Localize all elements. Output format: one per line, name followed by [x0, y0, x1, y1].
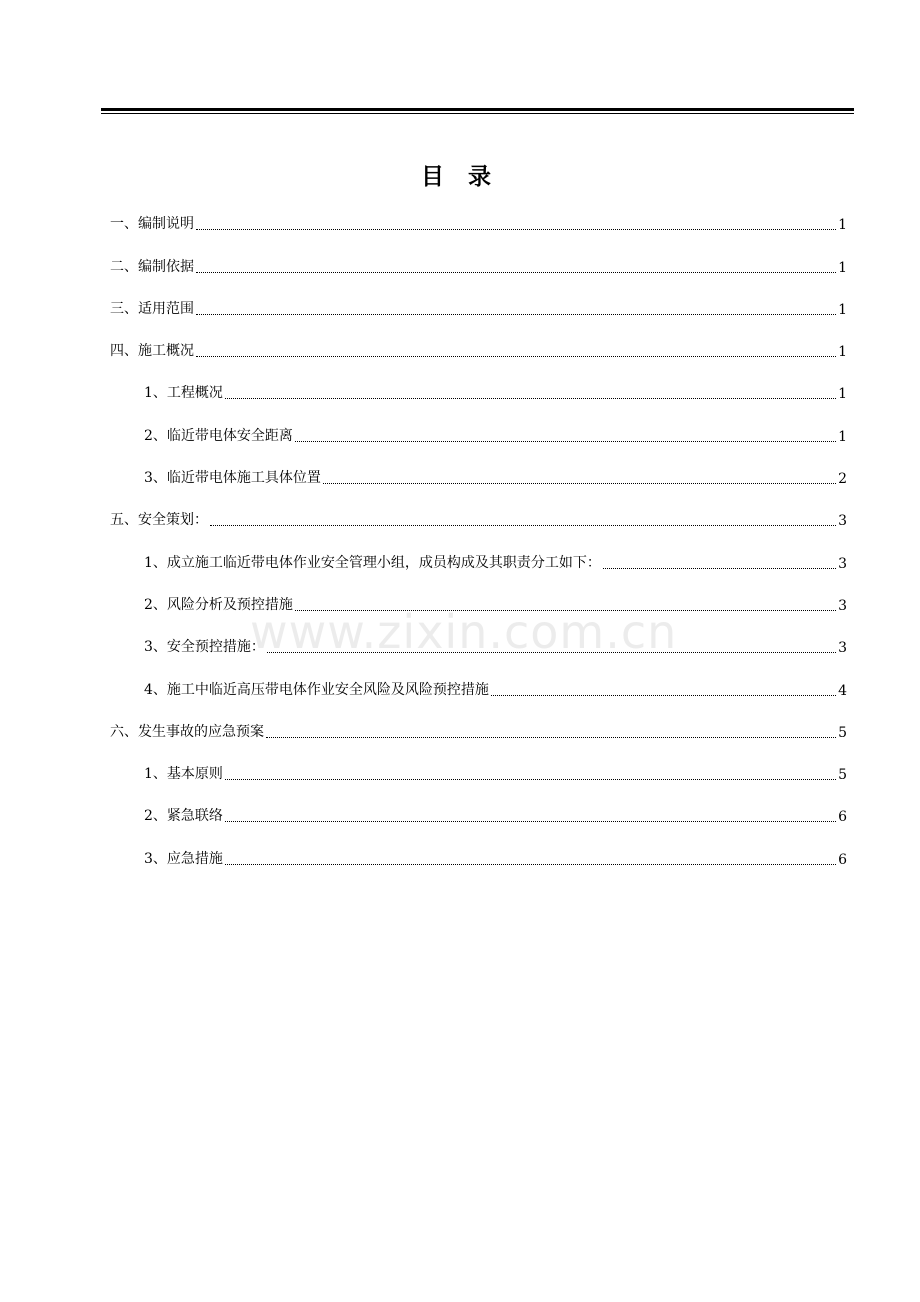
- toc-entry-label: 三、适用范围: [110, 300, 194, 317]
- header-rule-thick: [101, 108, 854, 111]
- toc-entry-label: 3、临近带电体施工具体位置: [144, 470, 321, 487]
- toc-leader-dots: [196, 314, 836, 315]
- toc-entry-label: 2、风险分析及预控措施: [144, 596, 293, 613]
- toc-entry-page: 1: [838, 217, 847, 234]
- toc-entry[interactable]: [110, 668, 847, 710]
- toc-leader-dots: [603, 568, 836, 569]
- toc-entry[interactable]: [110, 414, 847, 456]
- toc-entry[interactable]: [110, 499, 847, 541]
- toc-entry-page: 5: [838, 767, 847, 784]
- toc-entry-label: 四、施工概况: [110, 343, 194, 360]
- toc-entry-label: 1、成立施工临近带电体作业安全管理小组，成员构成及其职责分工如下：: [144, 554, 601, 571]
- toc-entry-page: 3: [838, 597, 847, 614]
- toc-leader-dots: [196, 272, 836, 273]
- toc-entry-label: 二、编制依据: [110, 258, 194, 275]
- toc-leader-dots: [323, 483, 836, 484]
- watermark: www.zixin.com.cn: [250, 605, 678, 659]
- toc-entry-label: 2、临近带电体安全距离: [144, 427, 293, 444]
- toc-entry-label: 1、工程概况: [144, 385, 223, 402]
- toc-entry-label: 3、安全预控措施：: [144, 639, 265, 656]
- toc-leader-dots: [210, 525, 836, 526]
- toc-leader-dots: [266, 737, 836, 738]
- toc-entry-page: 1: [838, 301, 847, 318]
- toc-entry-page: 4: [838, 682, 847, 699]
- toc-entry-page: 1: [838, 259, 847, 276]
- toc-entry-page: 3: [838, 513, 847, 530]
- header-rule-thin: [101, 113, 854, 114]
- table-of-contents: [110, 203, 847, 880]
- toc-entry-page: 6: [838, 851, 847, 868]
- toc-entry[interactable]: [110, 837, 847, 879]
- toc-entry[interactable]: [110, 372, 847, 414]
- toc-entry-page: 1: [838, 386, 847, 403]
- toc-entry-page: 1: [838, 428, 847, 445]
- toc-entry-label: 一、编制说明: [110, 216, 194, 233]
- toc-leader-dots: [295, 441, 836, 442]
- toc-entry-label: 六、发生事故的应急预案: [110, 723, 264, 740]
- toc-title: 目 录: [420, 164, 499, 190]
- toc-leader-dots: [491, 695, 836, 696]
- toc-leader-dots: [196, 356, 836, 357]
- toc-leader-dots: [225, 821, 836, 822]
- toc-leader-dots: [225, 779, 836, 780]
- toc-entry-page: 3: [838, 555, 847, 572]
- toc-entry[interactable]: [110, 330, 847, 372]
- toc-entry-label: 1、基本原则: [144, 766, 223, 783]
- toc-leader-dots: [225, 864, 836, 865]
- toc-entry-page: 6: [838, 809, 847, 826]
- toc-entry[interactable]: [110, 288, 847, 330]
- toc-entry[interactable]: [110, 245, 847, 287]
- toc-entry-label: 2、紧急联络: [144, 808, 223, 825]
- toc-entry[interactable]: [110, 711, 847, 753]
- toc-entry-page: 1: [838, 344, 847, 361]
- toc-entry[interactable]: [110, 541, 847, 583]
- toc-entry[interactable]: [110, 457, 847, 499]
- toc-entry[interactable]: [110, 203, 847, 245]
- toc-entry[interactable]: [110, 795, 847, 837]
- toc-entry-page: 5: [838, 724, 847, 741]
- toc-leader-dots: [196, 229, 836, 230]
- toc-entry-page: 3: [838, 640, 847, 657]
- toc-entry[interactable]: [110, 753, 847, 795]
- toc-entry-label: 五、安全策划：: [110, 512, 208, 529]
- toc-leader-dots: [225, 398, 836, 399]
- toc-entry-label: 3、应急措施: [144, 850, 223, 867]
- toc-entry-label: 4、施工中临近高压带电体作业安全风险及风险预控措施: [144, 681, 489, 698]
- toc-entry-page: 2: [838, 471, 847, 488]
